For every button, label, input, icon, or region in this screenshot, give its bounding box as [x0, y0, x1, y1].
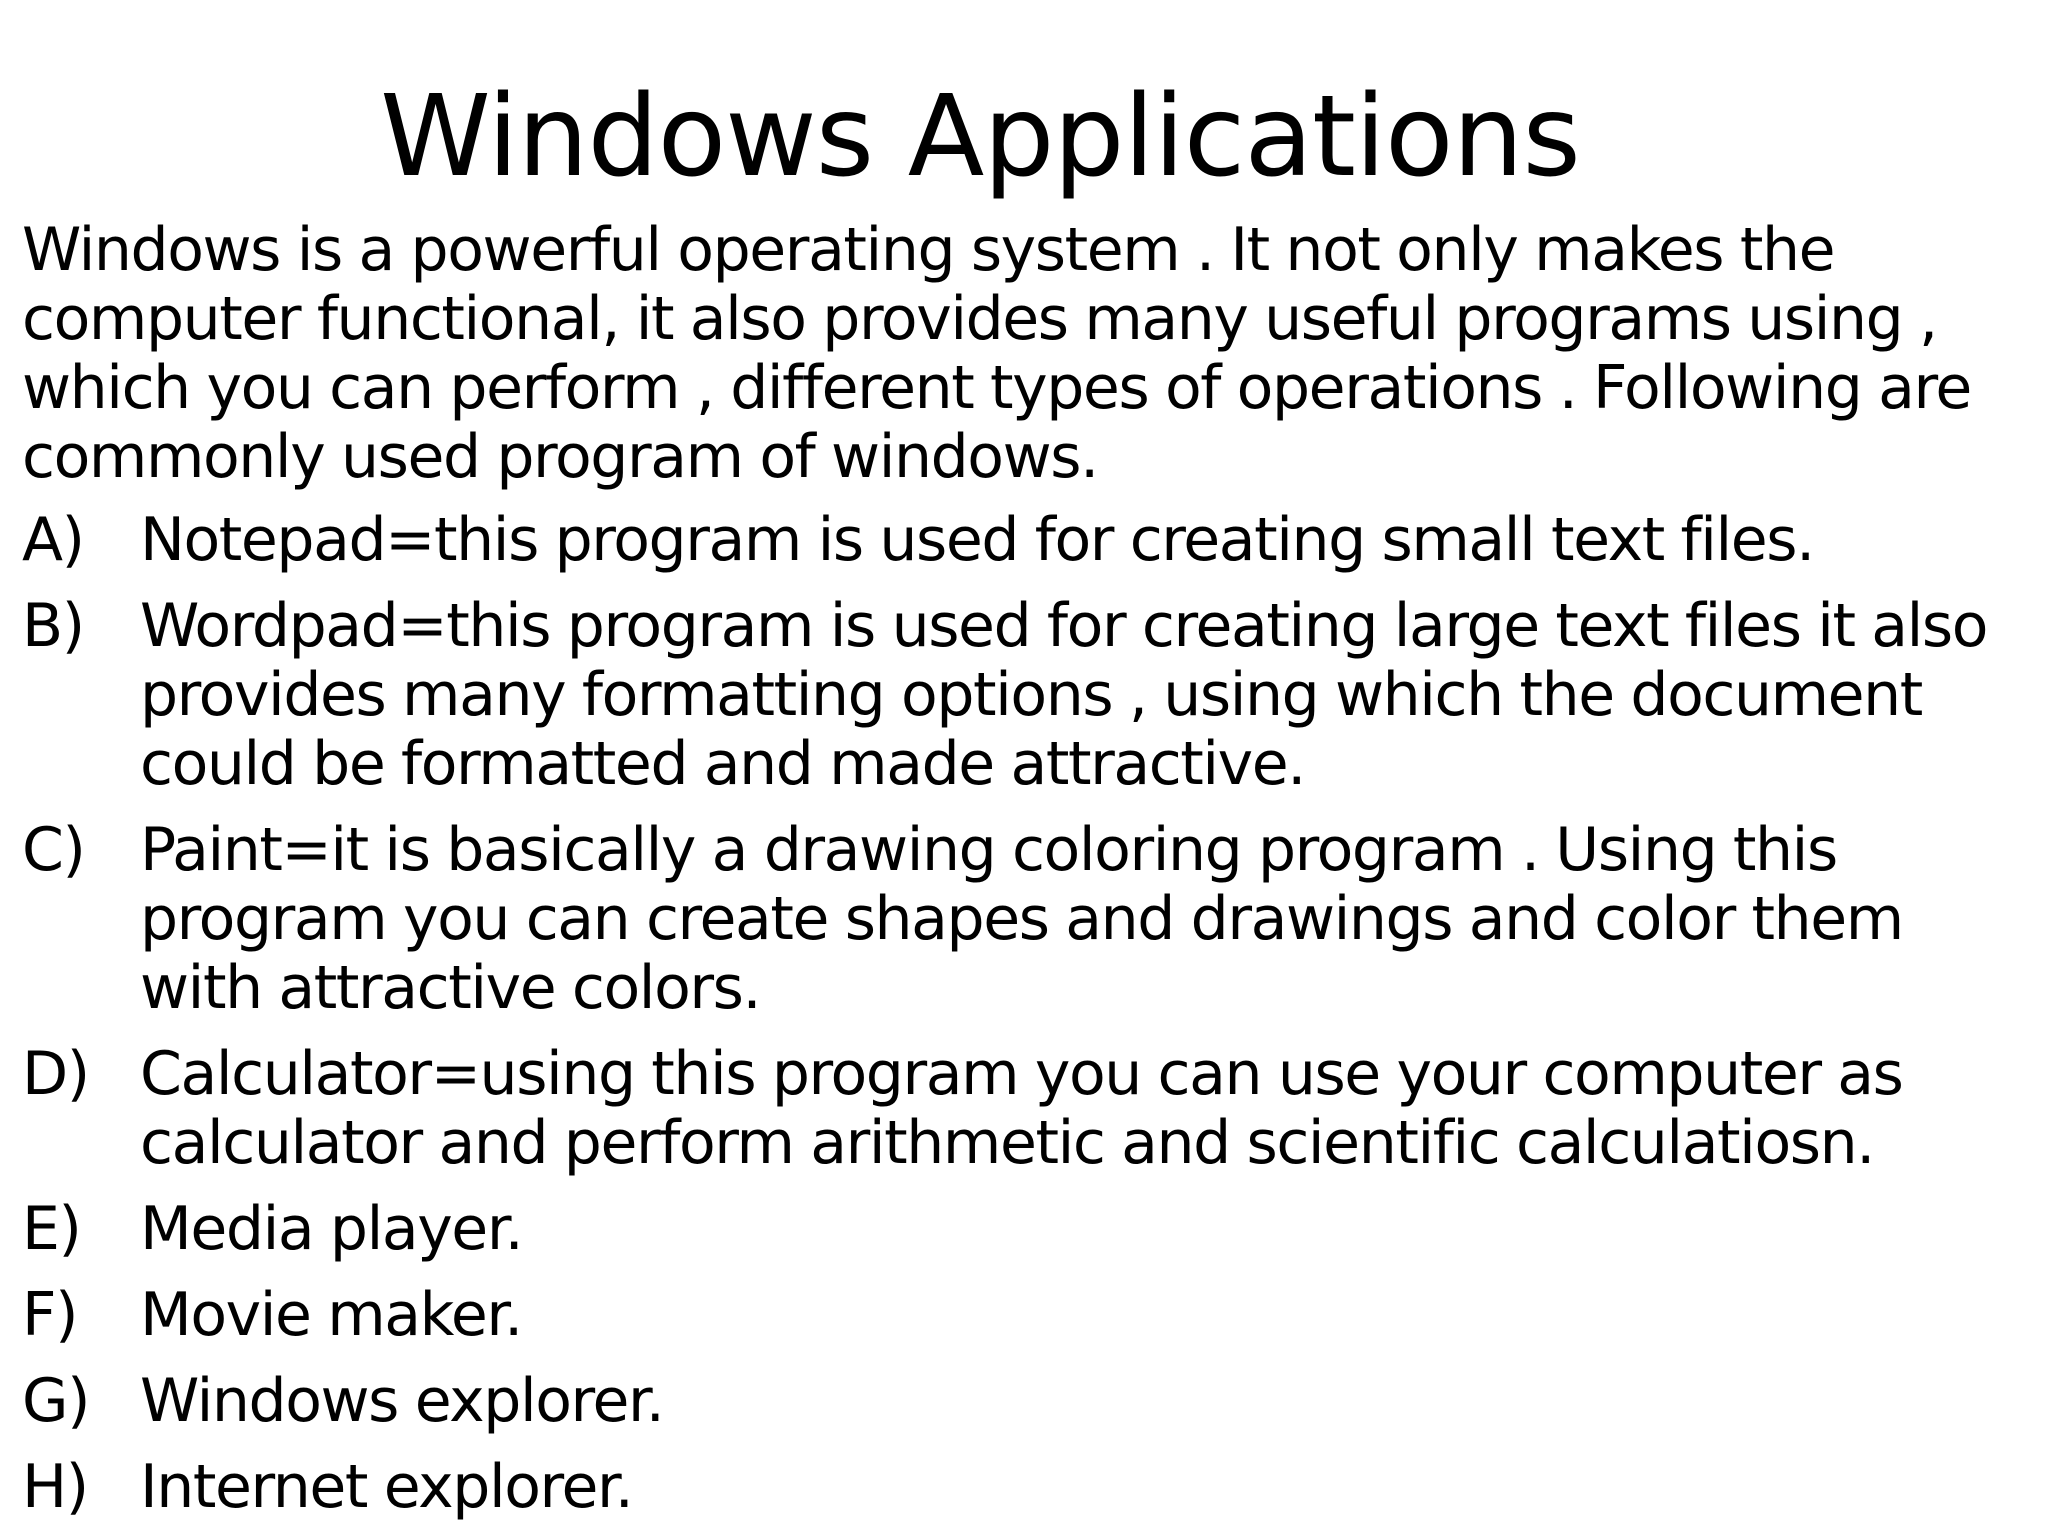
list-item [22, 1367, 2032, 1436]
list-marker: A) [22, 505, 84, 575]
list-item [22, 816, 2032, 1023]
list-marker: D) [22, 1039, 89, 1109]
list-item [22, 1281, 2032, 1350]
slide-title: Windows Applications [380, 72, 1580, 202]
list-item-text: Notepad=this program is used for creating small text files. [140, 505, 1814, 575]
intro-paragraph: Windows is a powerful operating system . It not only makes the computer functional, it also provides many useful programs using , which you can perform , different types of operations . Following are commonly used program of windows. [22, 215, 1971, 492]
list-marker: E) [22, 1194, 81, 1264]
list-item-text: Paint=it is basically a drawing coloring program . Using this program you can create shapes and drawings and color them with attractive colors. [140, 815, 1903, 1023]
list-item-text: Movie maker. [140, 1280, 522, 1350]
list-item-text: Media player. [140, 1194, 523, 1264]
list-item-text: Wordpad=this program is used for creating large text files it also provides many formatting options , using which the document could be formatted and made attractive. [140, 591, 1988, 799]
list-item [22, 1453, 2032, 1522]
list-item-text: Windows explorer. [140, 1366, 664, 1436]
list-item [22, 1195, 2032, 1264]
list-marker: B) [22, 591, 84, 661]
list-item-text: Calculator=using this program you can use your computer as calculator and perform arithmetic and scientific calculatiosn. [140, 1039, 1903, 1178]
list-item-text: Internet explorer. [140, 1452, 633, 1522]
list-item [22, 1040, 2032, 1178]
list-marker: G) [22, 1366, 90, 1436]
list-marker: F) [22, 1280, 78, 1350]
applications-list [22, 506, 2032, 1522]
list-marker: C) [22, 815, 85, 885]
list-item [22, 592, 2032, 799]
list-marker: H) [22, 1452, 88, 1522]
list-item [22, 506, 2032, 575]
